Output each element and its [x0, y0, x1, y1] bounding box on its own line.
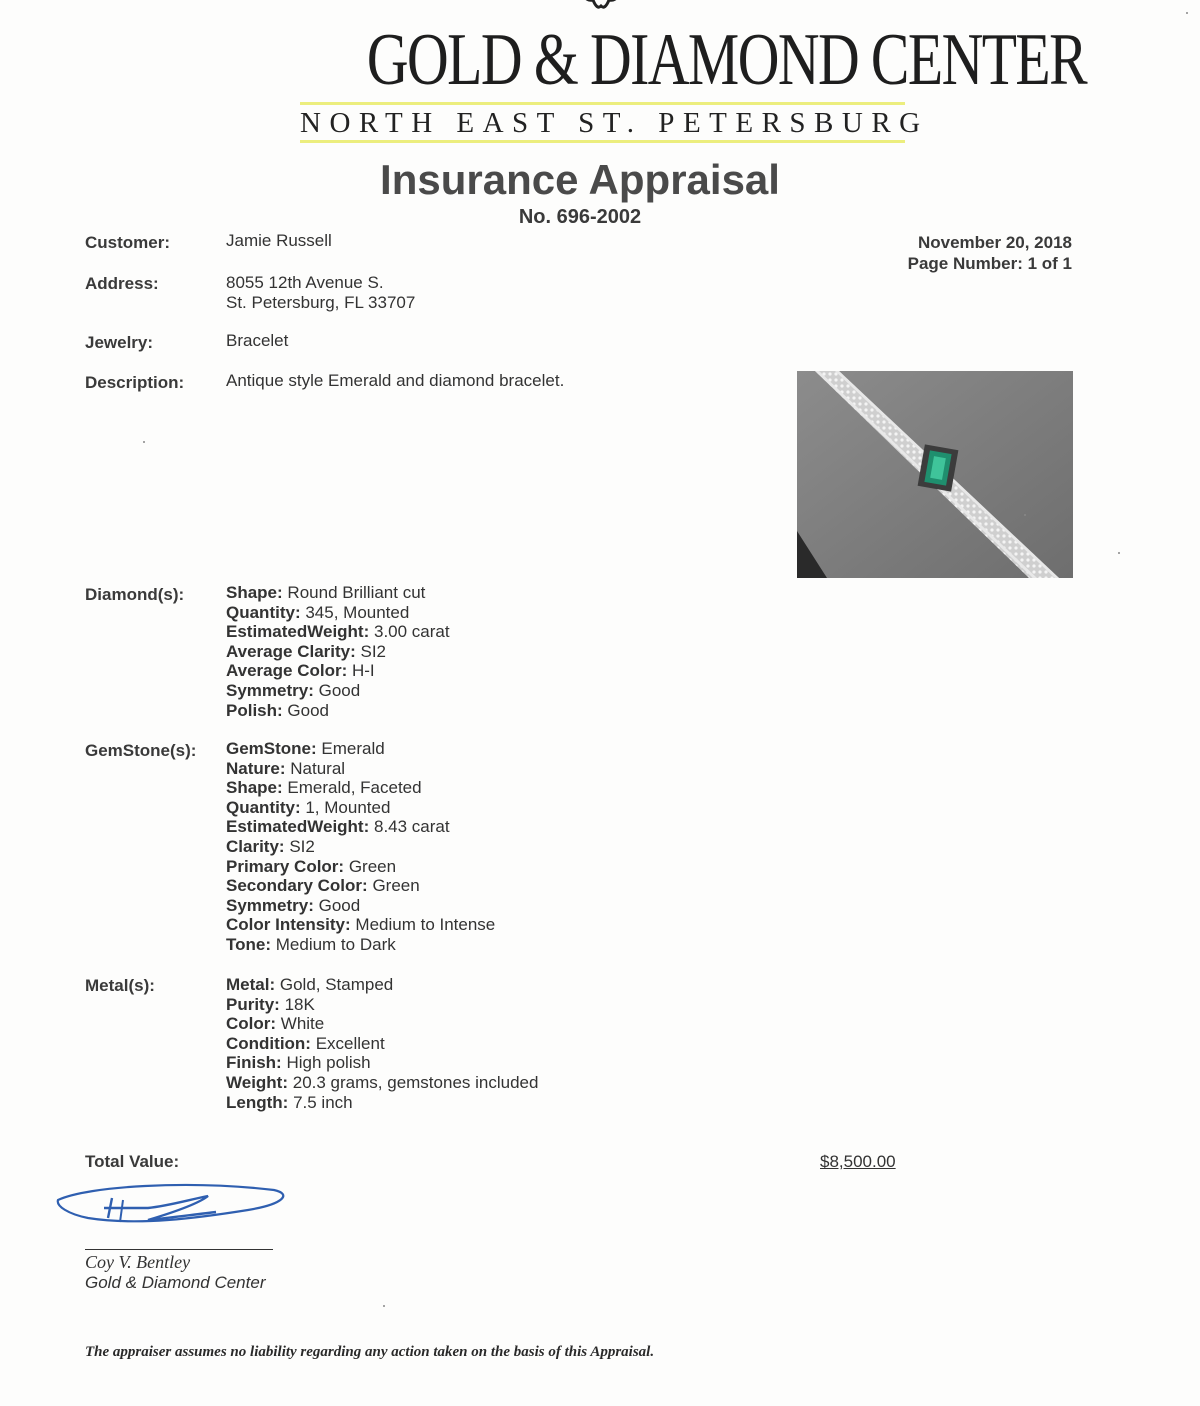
company-name: GOLD & DIAMOND CENTER	[366, 19, 1087, 101]
spec-value: White	[280, 1014, 325, 1034]
scan-speck	[1118, 552, 1120, 554]
spec-value: Green	[372, 876, 420, 896]
spec-value: Natural	[290, 758, 346, 778]
scan-speck	[383, 1305, 385, 1307]
appraiser-company: Gold & Diamond Center	[85, 1273, 266, 1292]
spec-value: 20.3 grams, gemstones included	[292, 1072, 539, 1092]
spec-value: Good	[287, 700, 329, 720]
spec-key: Condition:	[226, 1033, 311, 1053]
date-block	[908, 232, 1072, 274]
logo-band-top	[300, 102, 905, 105]
spec-value: 18K	[284, 994, 315, 1014]
gemstone-specs	[226, 739, 495, 955]
spec-key: GemStone:	[226, 739, 317, 758]
signature-line	[85, 1249, 273, 1250]
spec-row	[226, 857, 495, 877]
diamond-specs	[226, 583, 450, 720]
spec-row	[226, 622, 450, 642]
spec-value: Gold, Stamped	[279, 975, 394, 994]
diamonds-label: Diamond(s):	[85, 585, 185, 604]
jewelry-label: Jewelry:	[85, 333, 154, 352]
address-line-1: 8055 12th Avenue S.	[226, 273, 384, 292]
spec-value: Good	[318, 895, 361, 915]
spec-key: Length:	[226, 1092, 289, 1112]
appraisal-number: No. 696-2002	[518, 206, 642, 228]
appraiser-name: Coy V. Bentley	[85, 1252, 191, 1272]
spec-key: Quantity:	[226, 797, 301, 817]
spec-key: Shape:	[226, 778, 283, 798]
spec-row	[226, 739, 495, 759]
spec-key: Finish:	[226, 1053, 282, 1073]
spec-value: H-I	[351, 661, 375, 681]
spec-key: Purity:	[226, 994, 280, 1014]
appraisal-date: November 20, 2018	[917, 233, 1072, 252]
spec-key: Average Clarity:	[226, 641, 356, 661]
spec-value: High polish	[286, 1053, 371, 1073]
spec-row	[226, 681, 450, 701]
spec-value: 3.00 carat	[374, 622, 450, 642]
spec-row	[226, 935, 495, 955]
page-number: Page Number: 1 of 1	[907, 254, 1072, 273]
metal-specs	[226, 975, 538, 1112]
spec-key: Polish:	[226, 700, 283, 720]
spec-value: 1, Mounted	[305, 797, 391, 817]
spec-key: Tone:	[226, 934, 272, 954]
spec-value: Round Brilliant cut	[287, 583, 426, 602]
spec-row	[226, 661, 450, 681]
spec-key: Symmetry:	[226, 680, 314, 700]
spec-key: Metal:	[226, 975, 276, 994]
spec-row	[226, 995, 538, 1015]
spec-key: Shape:	[226, 583, 283, 602]
spec-row	[226, 583, 450, 603]
liability-disclaimer: The appraiser assumes no liability regarding any action taken on the basis of this Appraisal.	[85, 1344, 655, 1360]
total-value-label: Total Value:	[85, 1152, 180, 1171]
spec-value: 345, Mounted	[305, 602, 410, 622]
spec-key: Primary Color:	[226, 856, 345, 876]
spec-key: EstimatedWeight:	[226, 817, 370, 837]
bracelet-photo	[797, 371, 1073, 578]
spec-value: 7.5 inch	[293, 1092, 353, 1112]
spec-key: Clarity:	[226, 836, 285, 856]
spec-value: Medium to Intense	[355, 915, 496, 935]
spec-value: Good	[318, 680, 361, 700]
spec-value: Medium to Dark	[275, 934, 396, 954]
description-label: Description:	[85, 373, 185, 392]
spec-key: EstimatedWeight:	[226, 622, 370, 642]
total-value-amount: $8,500.00	[820, 1152, 896, 1171]
spec-value: SI2	[289, 836, 315, 856]
spec-value: Emerald	[321, 739, 385, 758]
spec-value: Green	[348, 856, 397, 876]
scan-speck	[1186, 12, 1188, 14]
spec-key: Symmetry:	[226, 895, 314, 915]
spec-row	[226, 759, 495, 779]
spec-row	[226, 837, 495, 857]
spec-row	[226, 1093, 538, 1113]
description-text: Antique style Emerald and diamond bracelet.	[226, 371, 565, 390]
address-line-2: St. Petersburg, FL 33707	[226, 293, 416, 312]
spec-row	[226, 1053, 538, 1073]
address-label: Address:	[85, 274, 159, 293]
scan-speck	[143, 441, 145, 443]
logo-band-bottom	[300, 140, 905, 143]
spec-key: Color Intensity:	[226, 915, 351, 935]
spec-value: Emerald, Faceted	[287, 778, 422, 798]
spec-row	[226, 876, 495, 896]
spec-row	[226, 642, 450, 662]
spec-row	[226, 701, 450, 721]
spec-row	[226, 798, 495, 818]
metals-label: Metal(s):	[85, 976, 155, 995]
spec-row	[226, 603, 450, 623]
spec-row	[226, 1073, 538, 1093]
logo-emblem-icon	[575, 0, 627, 18]
spec-value: SI2	[360, 641, 387, 661]
company-location: NORTH EAST ST. PETERSBURG	[300, 107, 929, 139]
gemstones-label: GemStone(s):	[85, 741, 197, 760]
handwritten-signature	[48, 1178, 288, 1236]
address	[226, 273, 415, 313]
spec-row	[226, 778, 495, 798]
spec-row	[226, 915, 495, 935]
spec-row	[226, 975, 538, 995]
document-title: Insurance Appraisal	[380, 156, 780, 203]
jewelry-type: Bracelet	[226, 331, 289, 350]
spec-key: Nature:	[226, 758, 286, 778]
spec-value: 8.43 carat	[374, 817, 450, 837]
scan-speck	[1024, 514, 1026, 516]
spec-row	[226, 1034, 538, 1054]
customer-name: Jamie Russell	[226, 231, 332, 250]
customer-label: Customer:	[85, 233, 171, 252]
spec-key: Weight:	[226, 1072, 289, 1092]
spec-key: Quantity:	[226, 602, 301, 622]
spec-value: Excellent	[315, 1033, 385, 1053]
spec-key: Secondary Color:	[226, 876, 368, 896]
spec-row	[226, 817, 495, 837]
spec-row	[226, 896, 495, 916]
spec-row	[226, 1014, 538, 1034]
spec-key: Average Color:	[226, 661, 348, 681]
spec-key: Color:	[226, 1014, 277, 1034]
